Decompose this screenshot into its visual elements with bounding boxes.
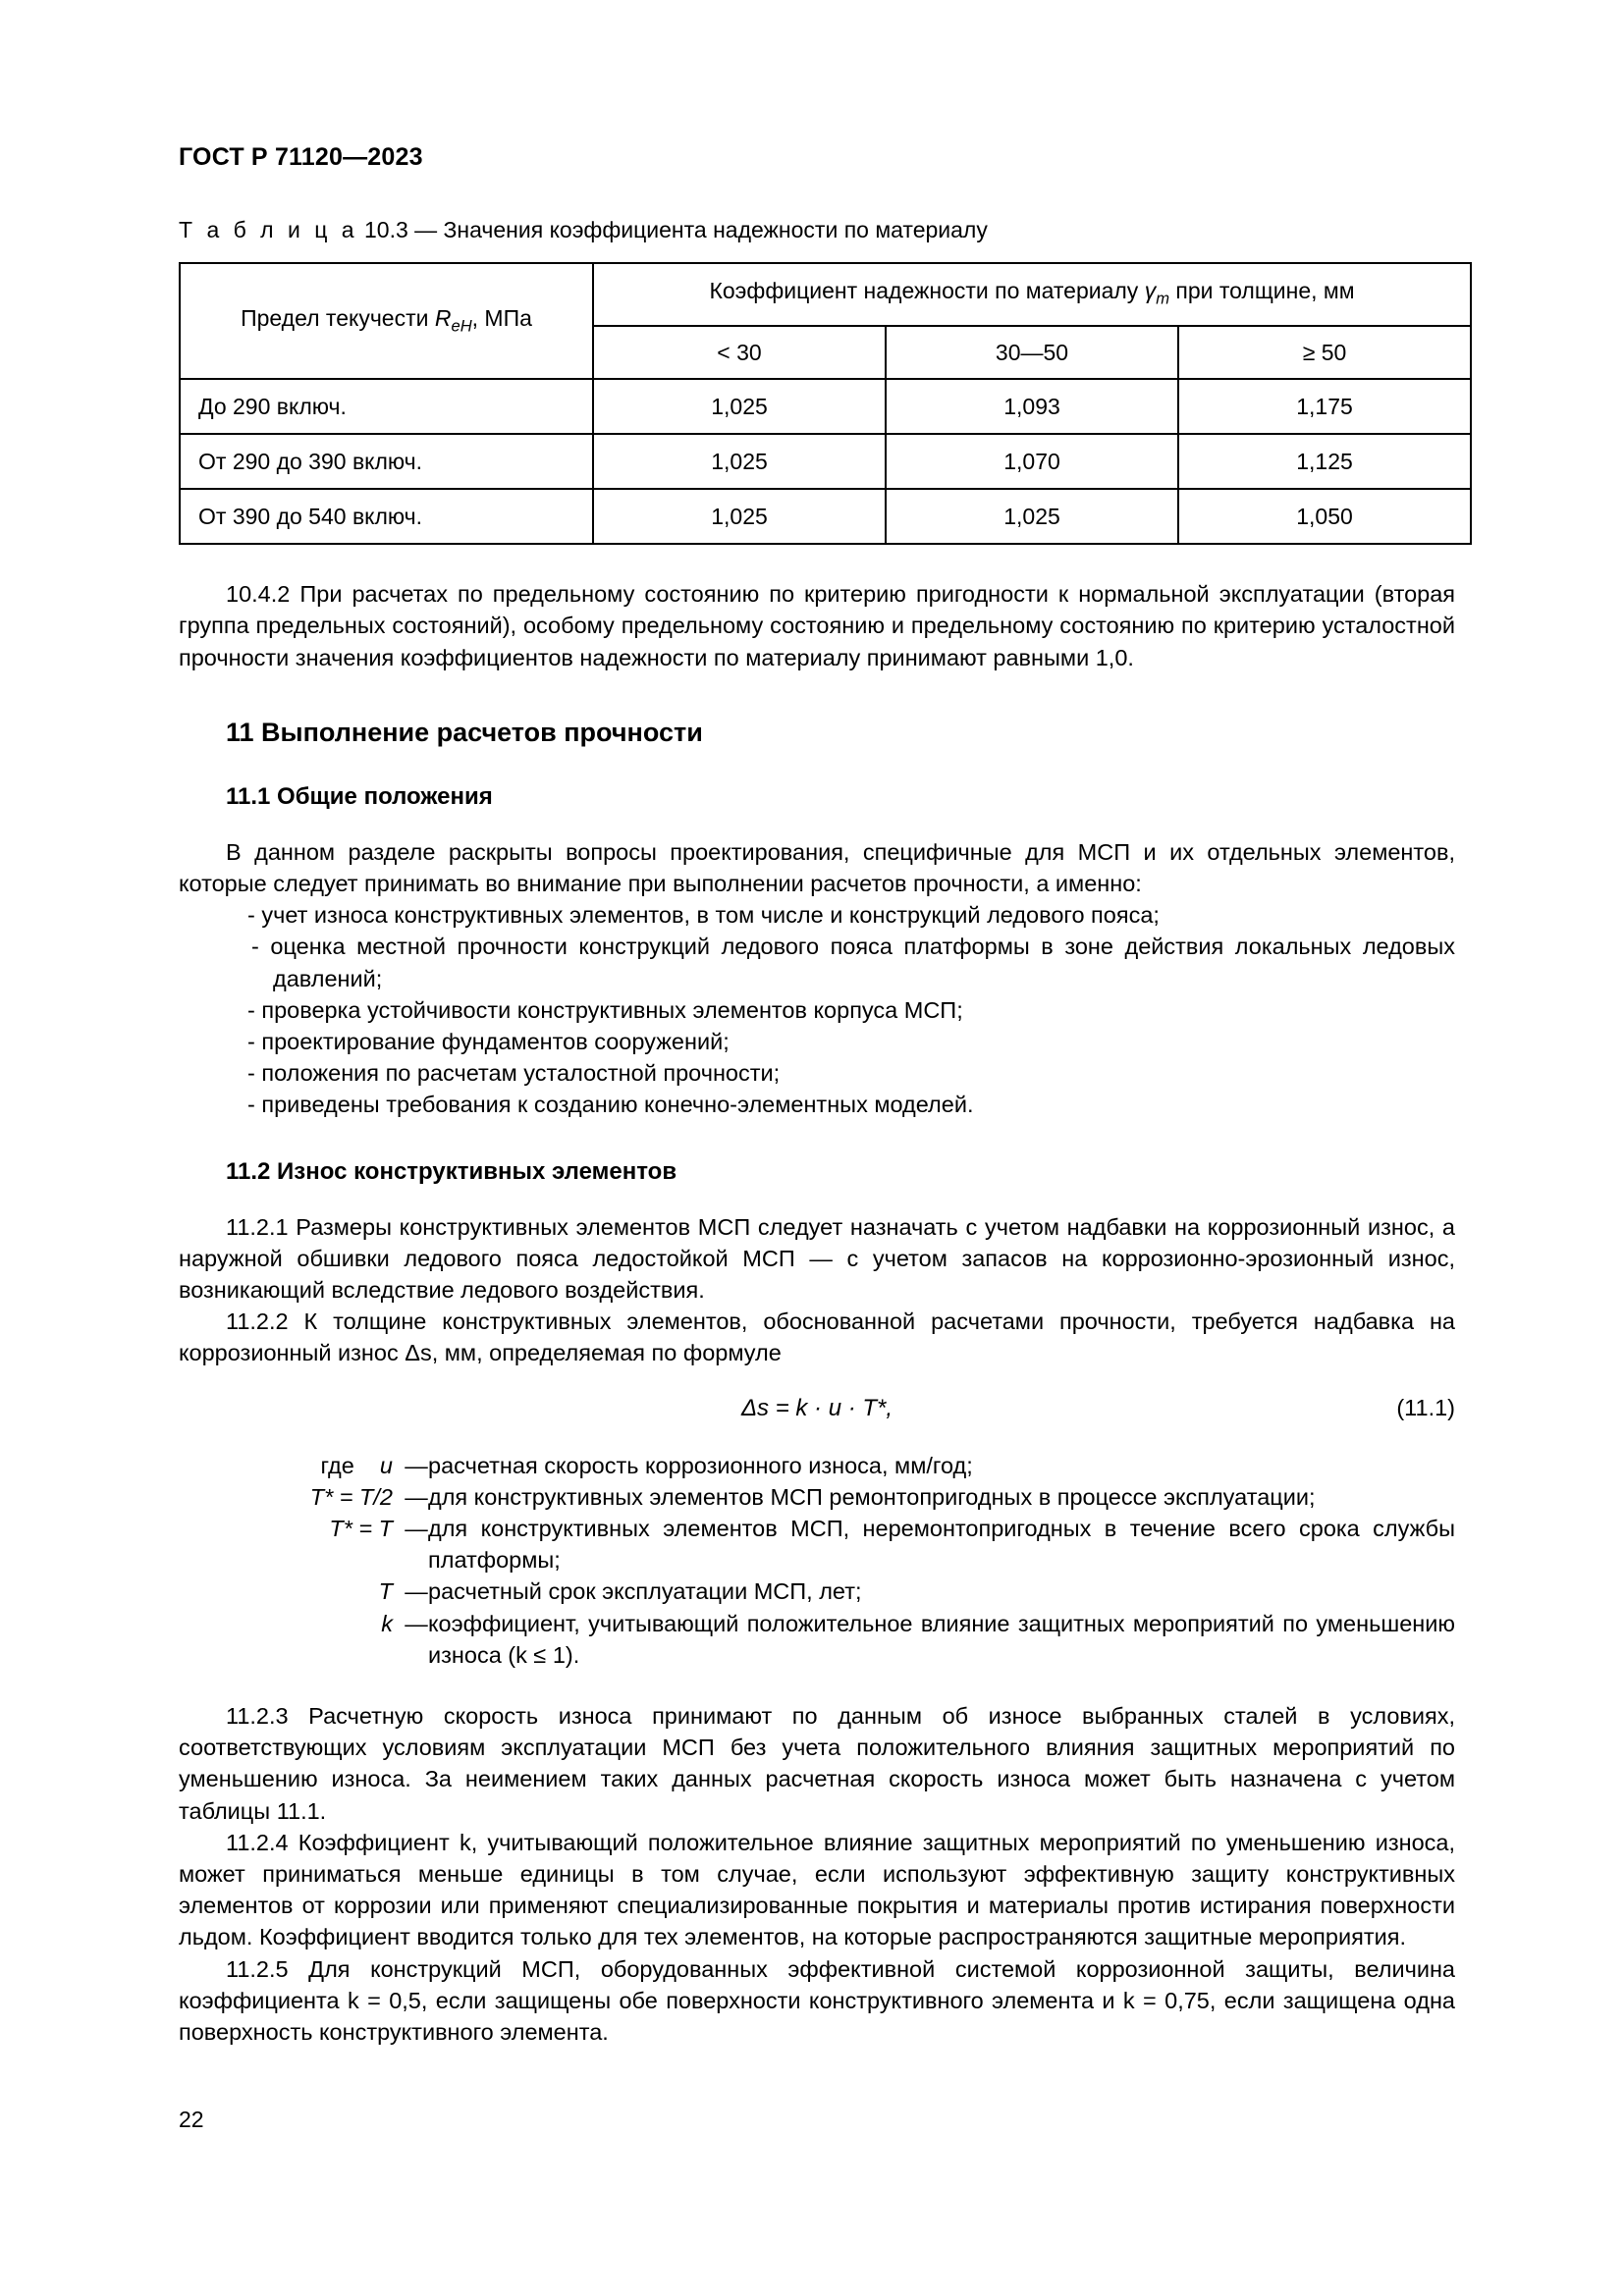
table-caption-label: Т а б л и ц а — [179, 217, 358, 242]
heading-11: 11 Выполнение расчетов прочности — [226, 717, 703, 747]
definition-dash: — — [405, 1610, 428, 1636]
definition-description: для конструктивных элементов МСП ремонтопригодных в процессе эксплуатации; — [428, 1483, 1316, 1510]
group-header-symbol: γ — [1144, 277, 1157, 303]
col1-header-prefix: Предел текучести — [241, 305, 435, 332]
definition-term — [179, 1450, 405, 1481]
table-row — [180, 489, 1471, 544]
col1-header-suffix: , МПа — [471, 305, 532, 332]
definition-symbol: u — [379, 1452, 393, 1478]
table-row — [180, 434, 1471, 489]
paragraph-11-2-4: 11.2.4 Коэффициент k, учитывающий положительное влияние защитных мероприятий по уменьшению износа, может приниматься меньше единицы в том случае, если используют эффективную защиту конструктивных элементов от коррозии или применяют специализированные покрытия и материалы против истирания поверхности льдом. Коэффициент вводится только для тех элементов, на которые распространяются защитные мероприятия. — [179, 1829, 1455, 1950]
heading-11-1: 11.1 Общие положения — [226, 782, 493, 810]
definition-row — [179, 1513, 1455, 1575]
paragraph-11-1-intro: В данном разделе раскрыты вопросы проектирования, специфичные для МСП и их отдельных элементов, которые следует принимать во внимание при выполнении расчетов прочности, а именно: — [179, 838, 1455, 896]
subheader-thickness-3: ≥ 50 — [1178, 326, 1471, 379]
row-value: 1,125 — [1178, 434, 1471, 489]
paragraph-11-2-5: 11.2.5 Для конструкций МСП, оборудованных эффективной системой коррозионной защиты, величина коэффициента k = 0,5, если защищены обе поверхности конструктивного элемента и k = 0,75, если защищена одна поверхность конструктивного элемента. — [179, 1955, 1455, 2046]
table-caption-text: 10.3 — Значения коэффициента надежности по материалу — [363, 217, 988, 242]
formula-row — [179, 1395, 1455, 1428]
definition-dash: — — [405, 1483, 428, 1510]
row-label: От 290 до 390 включ. — [180, 434, 593, 489]
col1-header-sub: eH — [451, 316, 472, 336]
group-header-prefix: Коэффициент надежности по материалу — [709, 277, 1145, 303]
list-item: - проверка устойчивости конструктивных элементов корпуса МСП; — [247, 996, 963, 1023]
definition-dash: — — [405, 1578, 428, 1605]
row-value: 1,175 — [1178, 379, 1471, 434]
definition-description: коэффициент, учитывающий положительное влияние защитных мероприятий по уменьшению износа (k ≤ 1). — [428, 1610, 1455, 1668]
formula-number: (11.1) — [1396, 1394, 1455, 1420]
definition-term — [179, 1608, 405, 1639]
table-caption — [179, 217, 1455, 244]
paragraph-11-2-3: 11.2.3 Расчетную скорость износа принимают по данным об износе выбранных сталей в условиях, соответствующих условиям эксплуатации МСП без учета положительного влияния защитных мероприятий по уменьшению износа. За неимением таких данных расчетная скорость износа может быть назначена с учетом таблицы 11.1. — [179, 1703, 1455, 1824]
table-row — [180, 379, 1471, 434]
page-number: 22 — [179, 2107, 204, 2132]
subheader-thickness-2: 30—50 — [886, 326, 1178, 379]
row-label: До 290 включ. — [180, 379, 593, 434]
definition-symbol: T* = T/2 — [309, 1483, 393, 1510]
definition-list — [179, 1450, 1455, 1671]
row-value: 1,025 — [886, 489, 1178, 544]
row-value: 1,025 — [593, 434, 886, 489]
definition-term — [179, 1513, 405, 1544]
list-item: - приведены требования к созданию конечно-элементных моделей. — [247, 1092, 974, 1118]
col1-header-symbol: R — [434, 305, 452, 332]
definition-symbol: T* = T — [329, 1516, 393, 1542]
definition-symbol: T — [378, 1578, 393, 1605]
row-value: 1,025 — [593, 489, 886, 544]
col1-header — [180, 263, 593, 380]
subheader-thickness-1: < 30 — [593, 326, 886, 379]
paragraph-11-2-1: 11.2.1 Размеры конструктивных элементов МСП следует назначать с учетом надбавки на коррозионный износ, а наружной обшивки ледового пояса ледостойкой МСП — с учетом запасов на коррозионно-эрозионный износ, возникающий вследствие ледового воздействия. — [179, 1213, 1455, 1304]
definition-dash: — — [405, 1516, 428, 1542]
list-item: - проектирование фундаментов сооружений; — [247, 1029, 730, 1055]
definition-description: для конструктивных элементов МСП, неремонтопригодных в течение всего срока службы платформы; — [428, 1516, 1455, 1574]
definition-term — [179, 1575, 405, 1607]
definition-row — [179, 1608, 1455, 1671]
list-item: - оценка местной прочности конструкций ледового пояса платформы в зоне действия локальных ледовых давлений; — [251, 934, 1455, 991]
definition-row — [179, 1481, 1455, 1513]
definition-term — [179, 1481, 405, 1513]
page-content — [179, 0, 1455, 2048]
def-intro-word: где — [320, 1452, 354, 1478]
row-value: 1,025 — [593, 379, 886, 434]
heading-11-2: 11.2 Износ конструктивных элементов — [226, 1157, 677, 1185]
formula-11-1: Δs = k · u · T*, — [740, 1394, 893, 1421]
list-item: - положения по расчетам усталостной прочности; — [247, 1060, 781, 1087]
list-item: - учет износа конструктивных элементов, в том числе и конструкций ледового пояса; — [247, 902, 1160, 929]
group-header-suffix: при толщине, мм — [1168, 277, 1355, 303]
bullet-list — [179, 899, 1455, 1120]
definition-description: расчетная скорость коррозионного износа, мм/год; — [428, 1452, 973, 1478]
document-header: ГОСТ Р 71120—2023 — [179, 143, 423, 171]
paragraph-11-2-2: 11.2.2 К толщине конструктивных элементов, обоснованной расчетами прочности, требуется надбавка на коррозионный износ Δs, мм, определяемая по формуле — [179, 1308, 1455, 1366]
table-header-row-1 — [180, 263, 1471, 327]
row-value: 1,070 — [886, 434, 1178, 489]
definition-description: расчетный срок эксплуатации МСП, лет; — [428, 1578, 862, 1605]
definition-symbol: k — [381, 1610, 393, 1636]
definition-row — [179, 1575, 1455, 1607]
reliability-coefficient-table — [179, 262, 1472, 546]
row-value: 1,050 — [1178, 489, 1471, 544]
group-header-sub: m — [1156, 289, 1169, 308]
group-header — [593, 263, 1471, 327]
row-label: От 390 до 540 включ. — [180, 489, 593, 544]
row-value: 1,093 — [886, 379, 1178, 434]
definition-dash: — — [405, 1452, 428, 1478]
paragraph-10-4-2: 10.4.2 При расчетах по предельному состоянию по критерию пригодности к нормальной эксплуатации (вторая группа предельных состояний), особому предельному состоянию и предельному состоянию по критерию усталостной прочности значения коэффициентов надежности по материалу принимают равными 1,0. — [179, 581, 1455, 670]
definition-row — [179, 1450, 1455, 1481]
